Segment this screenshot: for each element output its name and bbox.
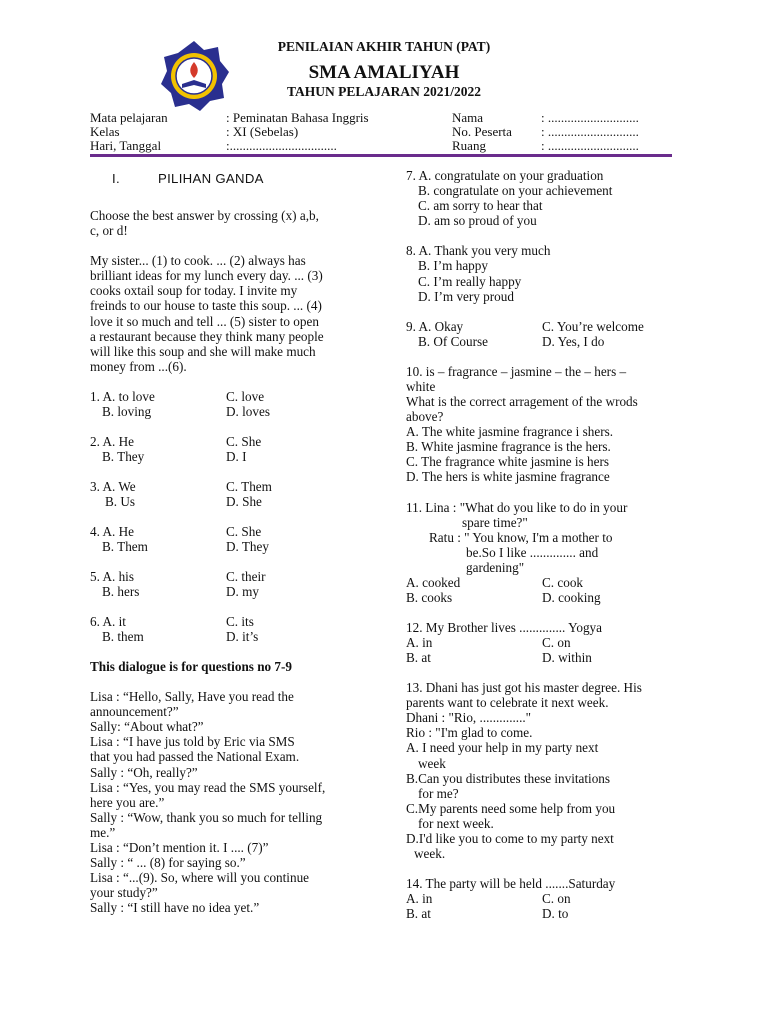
option-13d-cont[interactable]: week. [414, 846, 446, 862]
option-4c[interactable]: C. She [226, 523, 262, 539]
dialogue-line: Lisa : “Yes, you may read the SMS yourself, [90, 779, 326, 795]
option-13a[interactable]: A. I need your help in my party next [406, 740, 599, 756]
mapel-value: : Peminatan Bahasa Inggris [226, 110, 369, 125]
section-number: I. [112, 171, 120, 186]
question-10-stem: above? [406, 409, 444, 425]
question-11-stem: 11. Lina : "What do you like to do in your [406, 499, 628, 515]
question-9 [406, 319, 706, 349]
question-3 [90, 479, 380, 509]
option-7d[interactable]: D. am so proud of you [418, 213, 537, 229]
passage-line: money from ...(6). [90, 358, 187, 374]
option-7b[interactable]: B. congratulate on your achievement [418, 183, 613, 199]
mapel-label: Mata pelajaran [90, 110, 168, 125]
nama-value: : ............................ [541, 110, 639, 125]
option-9d[interactable]: D. Yes, I do [542, 333, 605, 349]
dialogue-line: Lisa : “Hello, Sally, Have you read the [90, 689, 294, 705]
option-13d[interactable]: D.I'd like you to come to my party next [406, 831, 614, 846]
dialogue-line: your study?” [90, 885, 158, 901]
question-5 [90, 569, 380, 599]
option-3a[interactable]: 3. A. We [90, 478, 136, 494]
option-14c[interactable]: C. on [542, 891, 571, 907]
option-2d[interactable]: D. I [226, 448, 247, 464]
question-14-stem: 14. The party will be held .......Saturday [406, 876, 616, 892]
option-12d[interactable]: D. within [542, 650, 592, 666]
option-1d[interactable]: D. loves [226, 403, 270, 419]
option-8c[interactable]: C. I’m really happy [418, 273, 522, 289]
section-heading [90, 171, 380, 187]
question-2 [90, 434, 380, 464]
question-13-stem: parents want to celebrate it next week. [406, 695, 609, 711]
option-14a[interactable]: A. in [406, 891, 433, 907]
option-5b[interactable]: B. hers [102, 583, 140, 599]
dialogue-line: that you had passed the National Exam. [90, 749, 300, 765]
option-13b[interactable]: B.Can you distributes these invitations [406, 770, 611, 786]
option-9c[interactable]: C. You’re welcome [542, 318, 644, 334]
question-13-stem: Rio : "I'm glad to come. [406, 725, 533, 741]
option-14b[interactable]: B. at [406, 906, 431, 922]
option-7c[interactable]: C. am sorry to hear that [418, 198, 543, 214]
question-10-stem: 10. is – fragrance – jasmine – the – hers – [406, 363, 627, 379]
peserta-label: No. Peserta [452, 124, 512, 139]
dialogue-line: Sally: “About what?” [90, 719, 204, 735]
dialogue-line: Lisa : “Don’t mention it. I .... (7)” [90, 839, 269, 855]
option-8d[interactable]: D. I’m very proud [418, 288, 514, 304]
option-12b[interactable]: B. at [406, 650, 431, 666]
question-12-stem: 12. My Brother lives .............. Yogya [406, 619, 602, 635]
passage-line: brilliant ideas for my lunch every day. ... (3) [90, 268, 323, 284]
dialogue-line: me.” [90, 824, 116, 840]
question-10-stem: What is the correct arragement of the wrods [406, 393, 638, 409]
option-2a[interactable]: 2. A. He [90, 433, 134, 449]
question-11-stem: spare time?" [462, 514, 528, 530]
option-11b[interactable]: B. cooks [406, 589, 453, 605]
peserta-value: : ............................ [541, 124, 639, 139]
left-column [90, 171, 380, 915]
option-6d[interactable]: D. it’s [226, 628, 259, 644]
option-5c[interactable]: C. their [226, 568, 266, 584]
hari-label: Hari, Tanggal [90, 138, 162, 153]
option-2b[interactable]: B. They [102, 448, 145, 464]
passage-line: love it so much and tell ... (5) sister to open [90, 313, 319, 329]
option-11d[interactable]: D. cooking [542, 589, 601, 605]
header-divider [90, 154, 672, 157]
question-11-options [406, 575, 706, 605]
exam-title: PENILAIAN AKHIR TAHUN (PAT) [277, 39, 491, 54]
option-13a-cont[interactable]: week [418, 755, 446, 771]
passage-line: will like this soup and she will make much [90, 343, 316, 359]
dialogue-line: Sally : “Oh, really?” [90, 764, 198, 780]
question-11-stem: Ratu : " You know, I'm a mother to [429, 529, 613, 545]
dialogue-line: Sally : “Wow, thank you so much for telling [90, 809, 323, 825]
option-10d[interactable]: D. The hers is white jasmine fragrance [406, 469, 610, 485]
dialogue-line: Sally : “ ... (8) for saying so.” [90, 855, 246, 871]
option-1b[interactable]: B. loving [102, 403, 152, 419]
question-14-options [406, 891, 706, 921]
nama-label: Nama [452, 110, 484, 125]
option-4a[interactable]: 4. A. He [90, 523, 134, 539]
instruction-line: Choose the best answer by crossing (x) a,b, [90, 208, 319, 223]
dialogue-title: This dialogue is for questions no 7-9 [90, 658, 293, 674]
school-year: TAHUN PELAJARAN 2021/2022 [286, 84, 481, 99]
option-1c[interactable]: C. love [226, 388, 265, 404]
right-column [406, 168, 706, 921]
option-3c[interactable]: C. Them [226, 478, 272, 494]
kelas-value: : XI (Sebelas) [226, 124, 299, 139]
ruang-value: : ............................ [541, 138, 639, 153]
option-13c-cont[interactable]: for next week. [418, 815, 494, 831]
option-1a[interactable]: 1. A. to love [90, 388, 155, 404]
option-10b[interactable]: B. White jasmine fragrance is the hers. [406, 439, 611, 455]
option-11c[interactable]: C. cook [542, 574, 584, 590]
passage-line: My sister... (1) to cook. ... (2) always has [90, 253, 306, 269]
option-8b[interactable]: B. I’m happy [418, 258, 488, 274]
dialogue-line: here you are.” [90, 794, 165, 810]
option-10c[interactable]: C. The fragrance white jasmine is hers [406, 454, 609, 470]
option-12a[interactable]: A. in [406, 635, 433, 651]
option-2c[interactable]: C. She [226, 433, 262, 449]
question-13-stem: Dhani : "Rio, .............." [406, 710, 532, 726]
question-1 [90, 389, 380, 419]
option-4b[interactable]: B. Them [102, 538, 148, 554]
dialogue-line: Sally : “I still have no idea yet.” [90, 900, 260, 916]
ruang-label: Ruang [452, 138, 486, 153]
option-6c[interactable]: C. its [226, 613, 254, 629]
instruction-line: c, or d! [90, 223, 128, 239]
question-11-stem: be.So I like .............. and [466, 544, 599, 560]
option-13b-cont[interactable]: for me? [418, 785, 459, 801]
question-12-options [406, 635, 706, 665]
option-14d[interactable]: D. to [542, 906, 569, 922]
section-title: PILIHAN GANDA [158, 171, 264, 186]
option-5d[interactable]: D. my [226, 583, 259, 599]
question-11-stem: gardening" [466, 559, 525, 575]
school-name: SMA AMALIYAH [308, 62, 460, 83]
option-9a[interactable]: 9. A. Okay [406, 318, 464, 334]
question-13-stem: 13. Dhani has just got his master degree. His [406, 680, 642, 696]
dialogue-line: announcement?” [90, 704, 179, 720]
option-9b[interactable]: B. Of Course [418, 333, 488, 349]
question-7-stem[interactable]: 7. A. congratulate on your graduation [406, 168, 604, 183]
passage-line: cooks oxtail soup for today. I invite my [90, 283, 298, 299]
option-3b[interactable]: B. Us [105, 493, 136, 509]
dialogue-line: Lisa : “...(9). So, where will you continue [90, 870, 310, 886]
kelas-label: Kelas [90, 124, 120, 139]
option-13c[interactable]: C.My parents need some help from you [406, 800, 616, 816]
option-12c[interactable]: C. on [542, 635, 571, 651]
question-6 [90, 614, 380, 644]
option-11a[interactable]: A. cooked [406, 574, 461, 590]
dialogue-line: Lisa : “I have jus told by Eric via SMS [90, 734, 295, 750]
option-6b[interactable]: B. them [102, 628, 144, 644]
question-4 [90, 524, 380, 554]
passage-line: freinds to our house to taste this soup. ... (4) [90, 298, 322, 314]
option-10a[interactable]: A. The white jasmine fragrance i shers. [406, 424, 614, 440]
option-5a[interactable]: 5. A. his [90, 568, 134, 584]
option-4d[interactable]: D. They [226, 538, 269, 554]
option-3d[interactable]: D. She [226, 493, 262, 509]
passage-line: a restaurant because they think many people [90, 328, 324, 344]
question-10-stem: white [406, 378, 436, 394]
question-8-stem[interactable]: 8. A. Thank you very much [406, 243, 551, 259]
option-6a[interactable]: 6. A. it [90, 613, 126, 629]
hari-value: :................................. [226, 138, 337, 153]
